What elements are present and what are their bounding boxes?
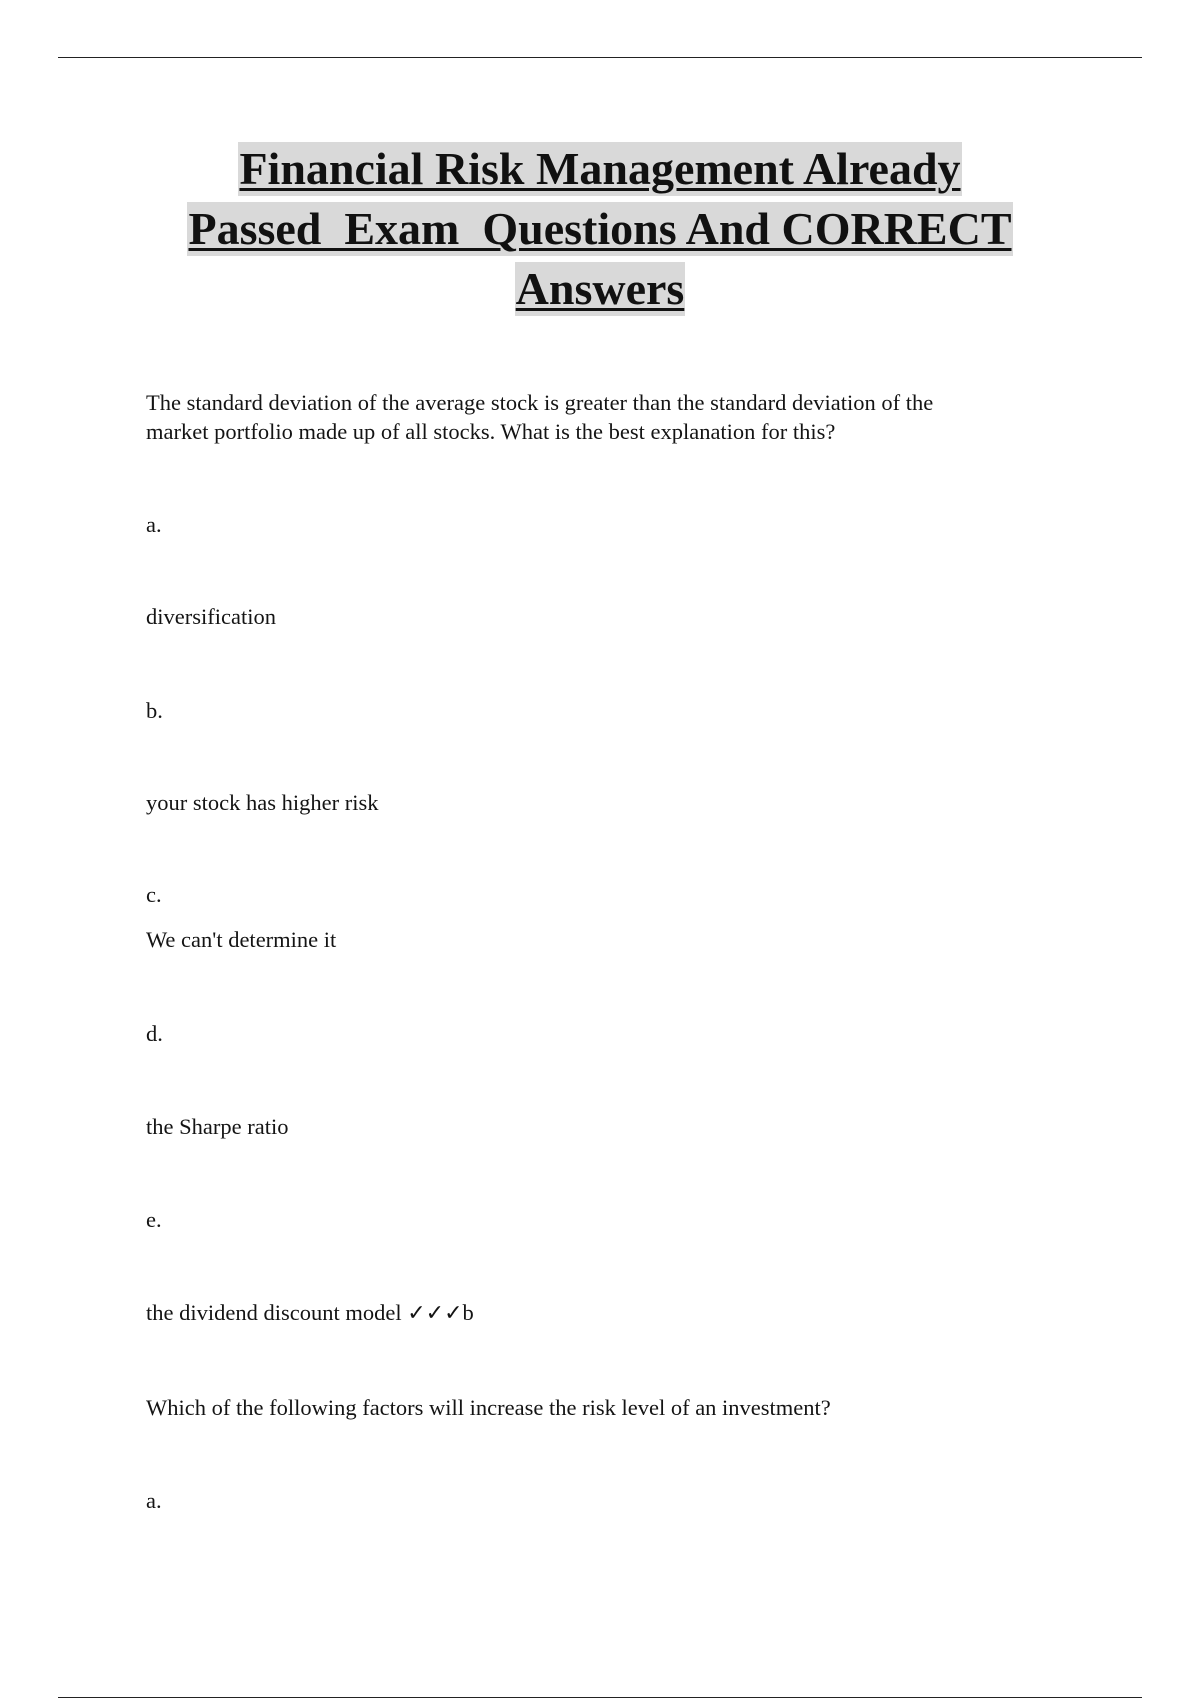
question-1-option-e-line: [146, 1298, 474, 1328]
header-rule: [58, 57, 1142, 58]
question-1-option-e-letter: e.: [146, 1207, 162, 1232]
question-1-option-d-letter: d.: [146, 1021, 163, 1046]
question-1-option-a-text: diversification: [146, 604, 276, 629]
document-title: [0, 142, 1200, 322]
question-1-option-a-letter: a.: [146, 512, 162, 537]
question-1-option-c-text: We can't determine it: [146, 927, 337, 952]
question-1-option-c-letter: c.: [146, 882, 162, 907]
question-1-option-b-text: your stock has higher risk: [146, 790, 379, 815]
question-1-option-d-text: the Sharpe ratio: [146, 1114, 289, 1139]
title-line: Financial Risk Management Already: [239, 143, 961, 194]
title-line: Answers: [515, 263, 685, 314]
question-2-option-a-letter: a.: [146, 1488, 162, 1513]
question-1-prompt-line-1: The standard deviation of the average stock is greater than the standard deviation of the: [146, 390, 934, 415]
question-1-option-b-letter: b.: [146, 698, 163, 723]
footer-rule: [58, 1697, 1142, 1698]
question-1-option-e-text: the dividend discount model: [146, 1300, 402, 1325]
question-1-prompt-line-2: market portfolio made up of all stocks. What is the best explanation for this?: [146, 419, 836, 444]
answer-checkmarks: ✓✓✓: [407, 1301, 463, 1326]
title-line: Passed Exam Questions And CORRECT: [188, 203, 1012, 254]
question-2-prompt-line-1: Which of the following factors will increase the risk level of an investment?: [146, 1395, 831, 1420]
answer-letter: b: [462, 1300, 474, 1325]
